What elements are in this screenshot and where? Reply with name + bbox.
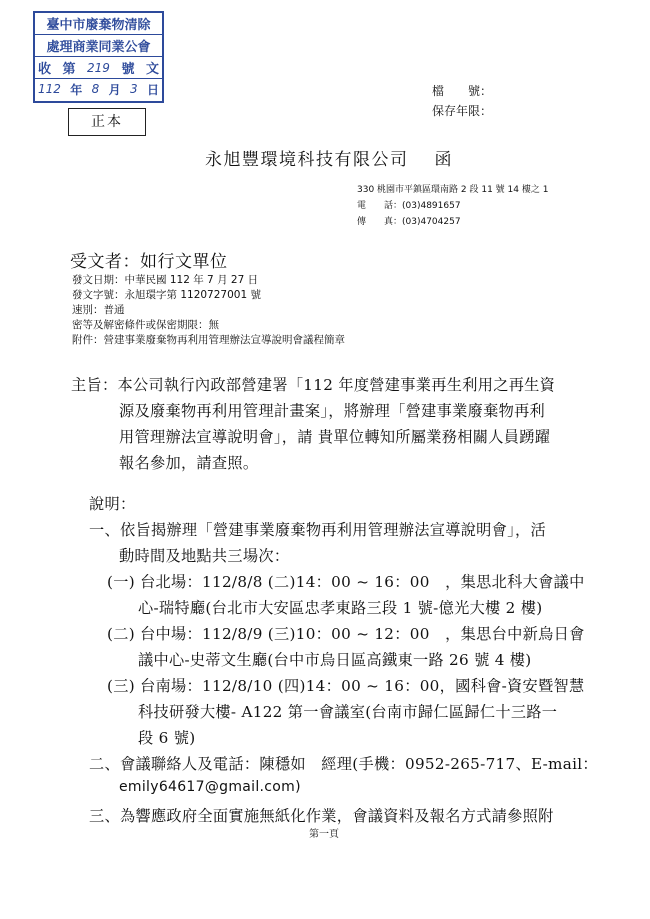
- session-1-line-1: (一) 台北場：112/8/8 (二)14：00 ~ 16：00 ，集思北科大會議中: [107, 573, 585, 591]
- subject-line-1: 主旨：本公司執行內政部營建署「112 年度營建事業再生利用之再生資: [71, 376, 556, 394]
- doc-number: 發文字號：永旭環字第 1120727001 號: [72, 289, 261, 301]
- retention-label: 保存年限：: [432, 104, 493, 118]
- subject-line-3: 用管理辦法宣導說明會」，請 貴單位轉知所屬業務相關人員踴躍: [119, 428, 551, 446]
- stamp-receipt-mid: 第: [62, 62, 76, 77]
- session-3-line-1: (三) 台南場：112/8/10 (四)14：00 ~ 16：00，國科會-資安暨智慧: [107, 677, 585, 695]
- attachment: 附件：營建事業廢棄物再利用管理辦法宣導說明會議程簡章: [72, 334, 345, 346]
- item-3-line-1: 三、為響應政府全面實施無紙化作業，會議資料及報名方式請參照附: [89, 807, 554, 825]
- stamp-month-suffix: 月: [108, 82, 121, 97]
- contact-address: 330 桃園市平鎮區環南路 2 段 11 號 14 樓之 1: [357, 185, 549, 195]
- company-heading: [205, 145, 453, 170]
- explanation-label: 說明：: [89, 495, 136, 513]
- doc-type: 函: [434, 150, 453, 170]
- subject-line-2: 源及廢棄物再利用管理計畫案」，將辦理「營建事業廢棄物再利: [119, 402, 546, 420]
- session-2-line-2: 議中心-史蒂文生廳(台中市烏日區高鐵東一路 26 號 4 樓): [138, 651, 532, 669]
- item-1-line-2: 動時間及地點共三場次：: [119, 547, 290, 565]
- subject-line-4: 報名參加，請查照。: [119, 454, 259, 472]
- receipt-stamp: [33, 11, 164, 103]
- session-2-line-1: (二) 台中場：112/8/9 (三)10：00 ~ 12：00 ，集思台中新烏日會: [107, 625, 585, 643]
- stamp-line-2: 處理商業同業公會: [46, 40, 151, 55]
- stamp-year-suffix: 年: [70, 82, 83, 97]
- session-3-line-2: 科技研發大樓- A122 第一會議室(台南市歸仁區歸仁十三路一: [138, 703, 558, 721]
- contact-phone: 電 話：(03)4891657: [357, 201, 461, 211]
- session-1-line-2: 心-瑞特廳(台北市大安區忠孝東路三段 1 號-億光大樓 2 樓): [138, 599, 543, 617]
- stamp-day-suffix: 日: [146, 82, 159, 97]
- stamp-receipt-end: 文: [145, 62, 159, 77]
- item-1-line-1: 一、依旨揭辦理「營建事業廢棄物再利用管理辦法宣導說明會」，活: [89, 521, 547, 539]
- copy-type-box: 正本: [68, 108, 146, 136]
- stamp-receipt-suffix: 號: [121, 62, 135, 77]
- speed: 速別：普通: [72, 304, 125, 316]
- item-2-line-1: 二、會議聯絡人及電話：陳穩如 經理(手機：0952-265-717、E-mail：: [89, 755, 598, 773]
- company-name: 永旭豐環境科技有限公司: [205, 150, 409, 170]
- security-level: 密等及解密條件或保密期限：無: [72, 319, 219, 331]
- contact-fax: 傳 真：(03)4704257: [357, 217, 461, 227]
- stamp-line-1: 臺中市廢棄物清除: [46, 18, 151, 33]
- stamp-receipt-prefix: 收: [38, 62, 52, 77]
- file-number-label: 檔 號：: [432, 84, 493, 98]
- page-number: 第一頁: [309, 829, 339, 840]
- stamp-month: 8: [91, 82, 100, 96]
- stamp-receipt-number: 219: [87, 60, 110, 75]
- stamp-year: 112: [38, 82, 61, 96]
- issue-date: 發文日期：中華民國 112 年 7 月 27 日: [72, 274, 259, 286]
- recipient: 受文者：如行文單位: [70, 252, 228, 272]
- stamp-day: 3: [129, 82, 138, 96]
- contact-email: emily64617@gmail.com): [119, 779, 301, 795]
- session-3-line-3: 段 6 號): [138, 729, 196, 747]
